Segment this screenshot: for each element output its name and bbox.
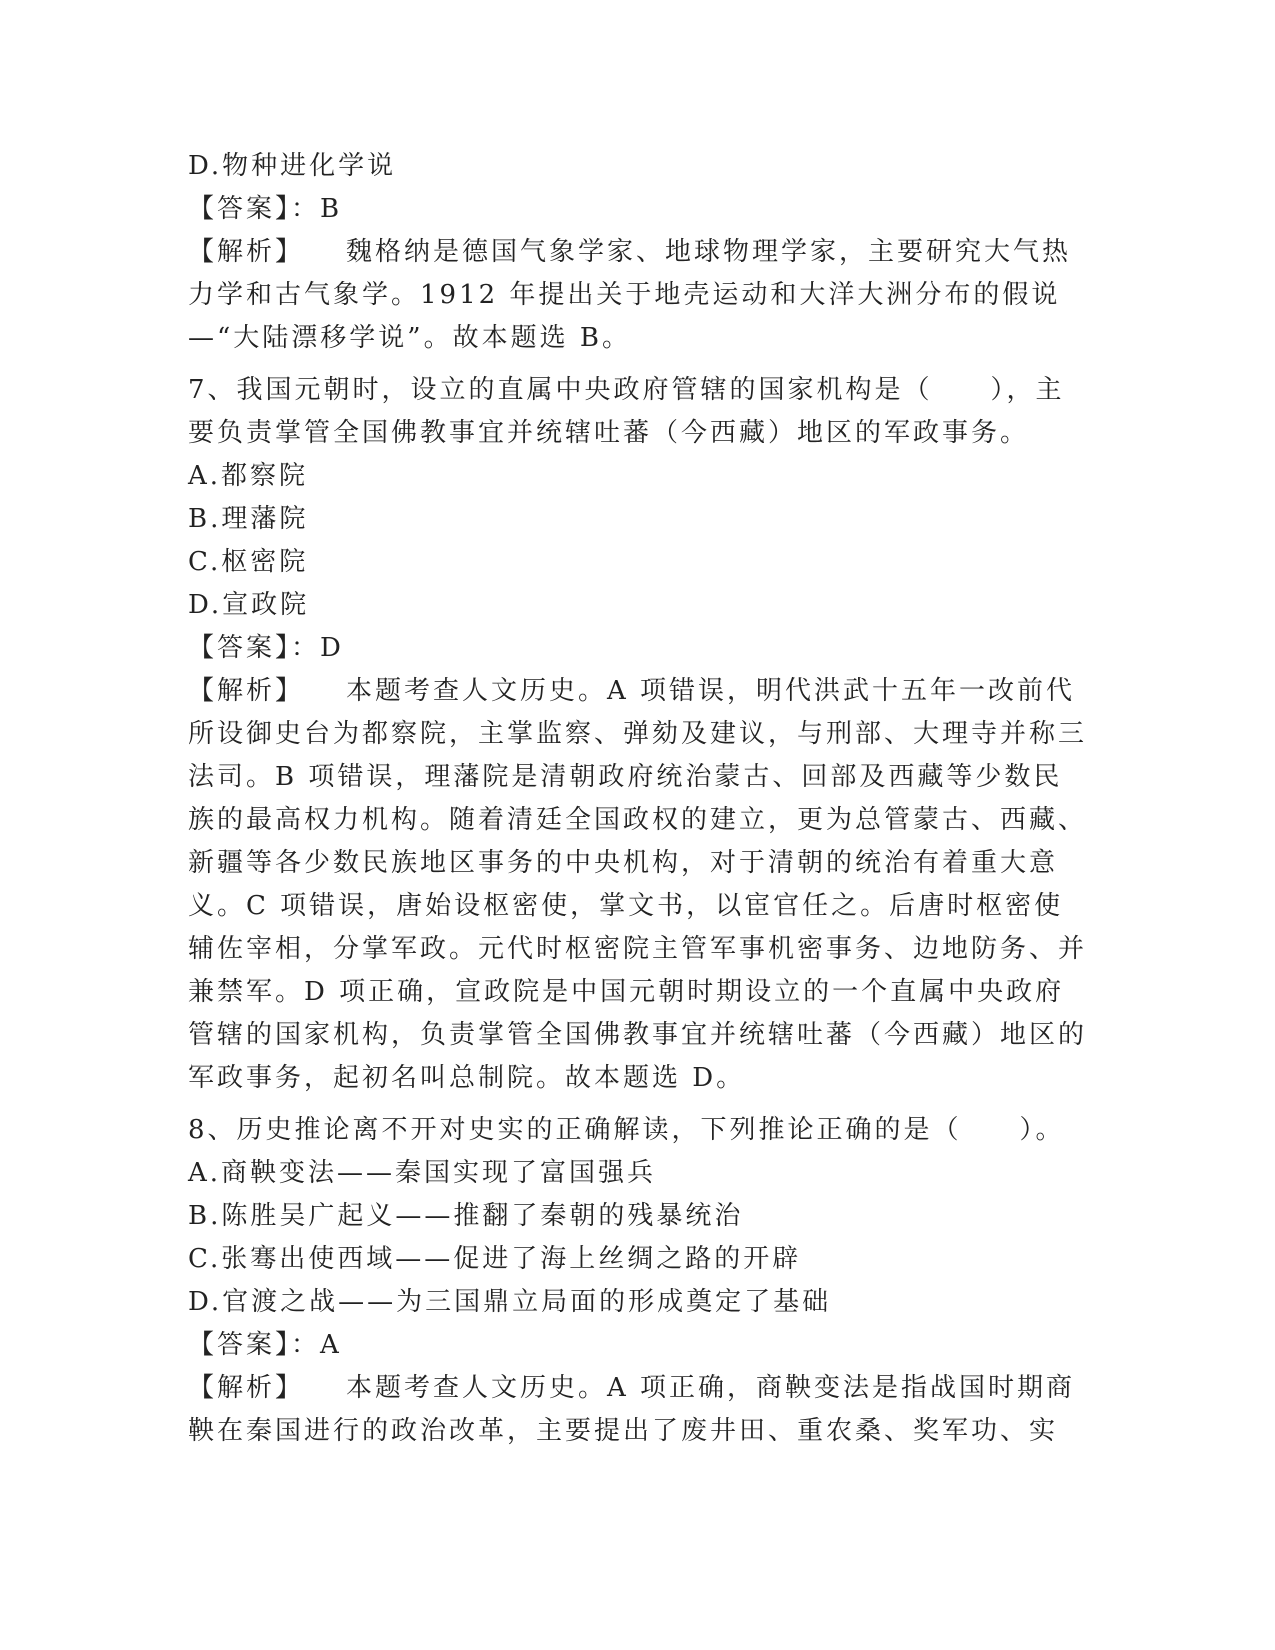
analysis-text: 魏格纳是德国气象学家、地球物理学家，主要研究大气热力学和古气象学。1912 年提出关于地壳运动和大洋大洲分布的假说—“大陆漂移学说”。故本题选 B。 bbox=[188, 237, 1072, 353]
answer-value: A bbox=[320, 1330, 342, 1360]
q8-option-a: A.商鞅变法——秦国实现了富国强兵 bbox=[188, 1158, 657, 1188]
q7-answer bbox=[188, 627, 1088, 670]
q8-option-c: C.张骞出使西域——促进了海上丝绸之路的开辟 bbox=[188, 1244, 802, 1274]
analysis-label: 【解析】 bbox=[188, 237, 305, 267]
q6-analysis bbox=[188, 231, 1088, 360]
answer-value: B bbox=[320, 194, 343, 224]
document-content bbox=[188, 145, 1088, 1453]
q7-option-d: D.宣政院 bbox=[188, 590, 310, 620]
q7-option-c: C.枢密院 bbox=[188, 547, 309, 577]
answer-separator: ： bbox=[291, 1330, 321, 1360]
analysis-text: 本题考查人文历史。A 项正确，商鞅变法是指战国时期商鞅在秦国进行的政治改革，主要提出了废井田、重农桑、奖军功、实 bbox=[188, 1373, 1076, 1446]
answer-separator: ： bbox=[291, 633, 321, 663]
answer-value: D bbox=[320, 633, 344, 663]
answer-separator: ： bbox=[291, 194, 321, 224]
answer-label: 【答案】 bbox=[188, 633, 292, 663]
q7-analysis bbox=[188, 670, 1088, 1100]
q6-option-d: D.物种进化学说 bbox=[188, 151, 397, 181]
answer-label: 【答案】 bbox=[188, 194, 292, 224]
q7-option-b: B.理藩院 bbox=[188, 504, 309, 534]
analysis-label: 【解析】 bbox=[188, 1373, 305, 1403]
q8-analysis bbox=[188, 1367, 1088, 1453]
answer-label: 【答案】 bbox=[188, 1330, 292, 1360]
q8-stem: 8、历史推论离不开对史实的正确解读，下列推论正确的是（ ）。 bbox=[188, 1115, 1065, 1145]
q7-option-a: A.都察院 bbox=[188, 461, 309, 491]
q6-answer bbox=[188, 188, 1088, 231]
analysis-text: 本题考查人文历史。A 项错误，明代洪武十五年一改前代所设御史台为都察院，主掌监察、弹劾及建议，与刑部、大理寺并称三法司。B 项错误，理藩院是清朝政府统治蒙古、回部及西藏等少数民族的最高权力机构。随着清廷全国政权的建立，更为总管蒙古、西藏、新疆等各少数民族地区事务的中央机构，对于清朝的统治有着重大意义。C 项错误，唐始设枢密使，掌文书，以宦官任之。后唐时枢密使辅佐宰相，分掌军政。元代时枢密院主管军事机密事务、边地防务、并兼禁军。D 项正确，宣政院是中国元朝时期设立的一个直属中央政府管辖的国家机构，负责掌管全国佛教事宜并统辖吐蕃（今西藏）地区的军政事务，起初名叫总制院。故本题选 D。 bbox=[188, 676, 1088, 1093]
q8-option-b: B.陈胜吴广起义——推翻了秦朝的残暴统治 bbox=[188, 1201, 744, 1231]
q8-option-d: D.官渡之战——为三国鼎立局面的形成奠定了基础 bbox=[188, 1287, 832, 1317]
q7-stem: 7、我国元朝时，设立的直属中央政府管辖的国家机构是（ ），主要负责掌管全国佛教事宜并统辖吐蕃（今西藏）地区的军政事务。 bbox=[188, 375, 1065, 448]
analysis-label: 【解析】 bbox=[188, 676, 305, 706]
q8-answer bbox=[188, 1324, 1088, 1367]
